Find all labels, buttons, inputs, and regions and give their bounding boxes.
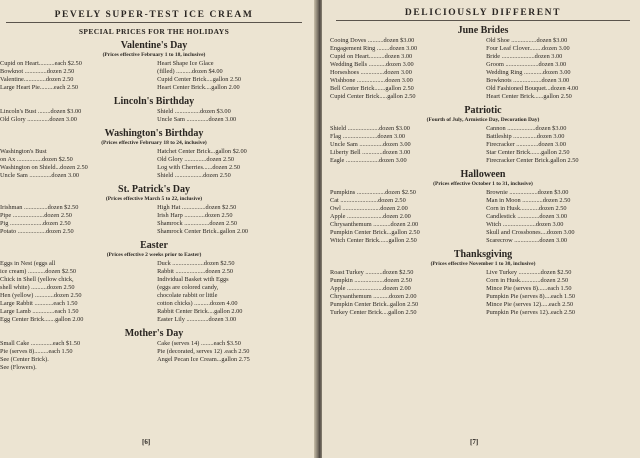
price-line: Rabbit Center Brick....gallon 2.00 — [157, 308, 243, 315]
price-column — [157, 260, 308, 324]
left-page — [0, 0, 316, 458]
section-note: (Prices effective March 5 to 22, inclusive) — [105, 196, 203, 202]
section-title: Valentine's Day — [120, 40, 188, 51]
price-line: shell white) ..........dozen 2.50 — [0, 284, 75, 291]
price-line: Owl ........................dozen 2.00 — [330, 205, 408, 212]
price-line: Firecracker ..............dozen 3.00 — [486, 141, 566, 148]
price-line: Engagement Ring ........dozen 3.00 — [330, 45, 418, 52]
price-line: Eagle .....................dozen 3.00 — [330, 157, 407, 164]
price-line: Live Turkey ..............dozen $2.50 — [486, 269, 572, 276]
price-line: Log with Cherries......dozen 2.50 — [157, 164, 240, 171]
price-column — [486, 37, 636, 101]
price-line: Large Lamb ..............each 1.50 — [0, 308, 79, 315]
price-line: Pumpkin Pie (serves 12)..each 2.50 — [486, 309, 576, 316]
price-line: Heart Shape Ice Glace — [157, 60, 214, 67]
right-sections — [330, 25, 636, 317]
price-columns — [330, 37, 636, 101]
section-title: Easter — [140, 240, 168, 251]
price-line: (eggs are colored candy, — [157, 284, 219, 291]
price-line: Angel Pecan Ice Cream...gallon 2.75 — [157, 356, 250, 363]
price-line: Witch .....................dozen 3.00 — [486, 221, 564, 228]
price-line: Washington on Shield...dozen 2.50 — [0, 164, 88, 171]
price-line: See (Center Brick). — [0, 356, 49, 363]
section-note: (Prices effective February 1 to 18, inclusive) — [102, 52, 206, 58]
price-line: Wedding Bells ...........dozen 3.00 — [330, 61, 414, 68]
price-line: Chrysanthemum ...........dozen 2.00 — [330, 221, 419, 228]
price-line: Cat ........................dozen 2.50 — [330, 197, 406, 204]
section-title: Mother's Day — [124, 328, 184, 339]
price-line: Hen (yellow) ............dozen 2.50 — [0, 292, 82, 299]
price-line: Four Leaf Clover........dozen 3.00 — [486, 45, 570, 52]
price-line: Old Glory ..............dozen 3.00 — [0, 116, 77, 123]
price-line: Cake (serves 14) ........each $3.50 — [157, 340, 241, 347]
price-line: Cooing Doves ..........dozen $3.00 — [330, 37, 415, 44]
price-line: Shamrock Center Brick..gallon 2.00 — [157, 228, 249, 235]
price-column — [157, 340, 308, 372]
price-columns — [0, 108, 308, 124]
price-line: Corn in Husk.............dozen 2.50 — [486, 277, 569, 284]
price-column — [157, 108, 308, 124]
price-line: chocolate rabbit or little — [157, 292, 218, 299]
price-line: Bowknot ..............dozen 2.50 — [0, 68, 75, 75]
section-note: (Prices effective February 18 to 24, inclusive) — [101, 140, 207, 146]
price-columns — [330, 125, 636, 165]
price-column — [486, 125, 636, 165]
price-line: Irish Harp .............dozen 2.50 — [157, 212, 233, 219]
price-line: Apple .......................dozen 2.00 — [330, 213, 411, 220]
price-line: Pumpkin ...................dozen 2.50 — [330, 277, 412, 284]
price-line: Shield ....................dozen $3.00 — [330, 125, 410, 132]
price-line: Rabbit ...................dozen 2.50 — [157, 268, 233, 275]
left-subheader: SPECIAL PRICES FOR THE HOLIDAYS — [78, 27, 230, 36]
price-column — [157, 204, 308, 236]
price-line: Easter Lily ..............dozen 3.00 — [157, 316, 237, 323]
price-column — [157, 60, 308, 92]
price-line: Individual Basket with Eggs — [157, 276, 229, 283]
price-line: Cupid Center Brick....gallon 2.50 — [157, 76, 242, 83]
price-line: ice cream) ...........dozen $2.50 — [0, 268, 77, 275]
price-line: Roast Turkey ...........dozen $2.50 — [330, 269, 414, 276]
price-columns — [0, 148, 308, 180]
price-line: Lincoln's Bust ........dozen $3.00 — [0, 108, 82, 115]
price-line: Pumpkin Center Brick..gallon 2.50 — [330, 301, 419, 308]
price-line: Uncle Sam ..............dozen 3.00 — [0, 172, 80, 179]
price-column — [157, 148, 308, 180]
price-line: Turkey Center Brick....gallon 2.50 — [330, 309, 417, 316]
section-title: St. Patrick's Day — [118, 184, 190, 195]
price-line: Egg Center Brick.......gallon 2.00 — [0, 316, 84, 323]
price-line: Cupid on Heart..........dozen 3.00 — [330, 53, 413, 60]
price-line: Uncle Sam ...............dozen 3.00 — [330, 141, 411, 148]
price-line: Bowknots ..................dozen 3.00 — [486, 77, 570, 84]
price-line: Scarecrow ................dozen 3.00 — [486, 237, 568, 244]
price-column — [0, 108, 151, 124]
price-line: Pie (serves 8).........each 1.50 — [0, 348, 73, 355]
section-title: Halloween — [460, 169, 506, 180]
price-line: Man in Moon .............dozen 2.50 — [486, 197, 571, 204]
price-line: Eggs in Nest (eggs all — [0, 260, 56, 267]
price-line: Uncle Sam ..............dozen 3.00 — [157, 116, 237, 123]
price-line: Old Shoe ................dozen $3.00 — [486, 37, 568, 44]
price-columns — [330, 269, 636, 317]
price-column — [0, 60, 151, 92]
price-line: High Hat ...............dozen $2.50 — [157, 204, 237, 211]
price-line: Firecracker Center Brick.gallon 2.50 — [486, 157, 579, 164]
price-line: Witch Center Brick......gallon 2.50 — [330, 237, 417, 244]
price-line: Flag ......................dozen 3.00 — [330, 133, 406, 140]
price-line: Wedding Ring ............dozen 3.00 — [486, 69, 571, 76]
price-line: Hatchet Center Brick...gallon $2.00 — [157, 148, 247, 155]
price-column — [0, 260, 151, 324]
price-line: See (Flowers). — [0, 364, 37, 371]
price-column — [0, 148, 151, 180]
price-line: Old Glory ..............dozen 2.50 — [157, 156, 235, 163]
price-line: Brownie ..................dozen $3.00 — [486, 189, 569, 196]
price-line: Chrysanthemum ..........dozen 2.00 — [330, 293, 417, 300]
price-line: Old Fashioned Bouquet...dozen 4.00 — [486, 85, 579, 92]
price-line: Irishman ...............dozen $2.50 — [0, 204, 79, 211]
price-line: Shield ................dozen $3.00 — [157, 108, 231, 115]
price-columns — [0, 60, 308, 92]
price-column — [486, 189, 636, 245]
price-line: Mince Pie (serves 12).....each 2.50 — [486, 301, 574, 308]
price-columns — [0, 340, 308, 372]
price-line: Pig .....................dozen 2.50 — [0, 220, 71, 227]
section-note: (Prices effective 2 weeks prior to Easter) — [106, 252, 202, 258]
price-column — [330, 37, 480, 101]
price-line: Horseshoes ...............dozen 3.00 — [330, 69, 412, 76]
price-line: (filled) ..........dozen $4.00 — [157, 68, 223, 75]
price-column — [330, 189, 480, 245]
price-line: Pumpkins ..................dozen $2.50 — [330, 189, 416, 196]
section-title: Lincoln's Birthday — [113, 96, 195, 107]
price-line: Heart Center Brick....gallon 2.00 — [157, 84, 240, 91]
price-columns — [0, 260, 308, 324]
price-line: Skull and Crossbones....dozen 3.00 — [486, 229, 575, 236]
right-page — [322, 0, 640, 458]
price-line: Pumpkin Center Brick...gallon 2.50 — [330, 229, 420, 236]
price-line: on Ax ................dozen $2.50 — [0, 156, 73, 163]
price-line: Shamrock ................dozen 2.50 — [157, 220, 238, 227]
section-note: (Prices effective October 1 to 31, inclusive) — [433, 181, 533, 187]
price-line: Cupid on Heart..........each $2.50 — [0, 60, 82, 67]
price-columns — [330, 189, 636, 245]
price-line: Corn in Husk............dozen 2.50 — [486, 205, 567, 212]
price-line: Groom .....................dozen 3.00 — [486, 61, 567, 68]
price-line: Large Rabbit ............each 1.50 — [0, 300, 78, 307]
section-note: (Fourth of July, Armistice Day, Decoration Day) — [426, 117, 540, 123]
price-column — [0, 340, 151, 372]
price-line: Battleship ...............dozen 3.00 — [486, 133, 565, 140]
section-title: Patriotic — [464, 105, 502, 116]
price-column — [330, 269, 480, 317]
section-title: June Brides — [457, 25, 509, 36]
price-column — [330, 125, 480, 165]
price-line: cotton chicks) ..........dozen 4.00 — [157, 300, 238, 307]
price-line: Pipe ....................dozen 2.50 — [0, 212, 72, 219]
price-columns — [0, 204, 308, 236]
price-column — [486, 269, 636, 317]
price-line: Chick in Shell (yellow chick, — [0, 276, 74, 283]
price-line: Candlestick ..............dozen 3.00 — [486, 213, 568, 220]
price-line: Pie (decorated, serves 12) .each 2.50 — [157, 348, 250, 355]
price-line: Shield ..................dozen 2.50 — [157, 172, 231, 179]
price-line: Mince Pie (serves 8)......each 1.50 — [486, 285, 572, 292]
price-line: Apple .......................dozen 2.00 — [330, 285, 411, 292]
price-line: Cupid Center Brick.....gallon 2.50 — [330, 93, 416, 100]
right-page-number: [7] — [470, 438, 479, 446]
right-running-header: DELICIOUSLY DIFFERENT — [336, 8, 630, 21]
price-line: Liberty Bell .............dozen 3.00 — [330, 149, 411, 156]
price-line: Potato ..................dozen 2.50 — [0, 228, 74, 235]
section-note: (Prices effective November 1 to 30, inclusive) — [430, 261, 536, 267]
price-line: Small Cake ..............each $1.50 — [0, 340, 81, 347]
price-line: Washington's Bust — [0, 148, 47, 155]
price-line: Large Heart Pie.........each 2.50 — [0, 84, 79, 91]
price-line: Bell Center Brick.......gallon 2.50 — [330, 85, 414, 92]
price-line: Star Center Brick.......gallon 2.50 — [486, 149, 570, 156]
left-sections — [0, 40, 308, 372]
section-title: Washington's Birthday — [104, 128, 204, 139]
left-page-number: [6] — [142, 438, 151, 446]
price-line: Wishbone ..................dozen 3.00 — [330, 77, 413, 84]
price-line: Valentine..............dozen 2.50 — [0, 76, 74, 83]
price-line: Cannon ..................dozen $3.00 — [486, 125, 567, 132]
section-title: Thanksgiving — [453, 249, 513, 260]
price-line: Heart Center Brick......gallon 2.50 — [486, 93, 572, 100]
price-line: Pumpkin Pie (serves 8)....each 1.50 — [486, 293, 576, 300]
price-line: Duck ....................dozen $2.50 — [157, 260, 235, 267]
price-line: Bride .....................dozen 3.00 — [486, 53, 563, 60]
left-running-header: PEVELY SUPER-TEST ICE CREAM — [6, 10, 302, 23]
price-column — [0, 204, 151, 236]
